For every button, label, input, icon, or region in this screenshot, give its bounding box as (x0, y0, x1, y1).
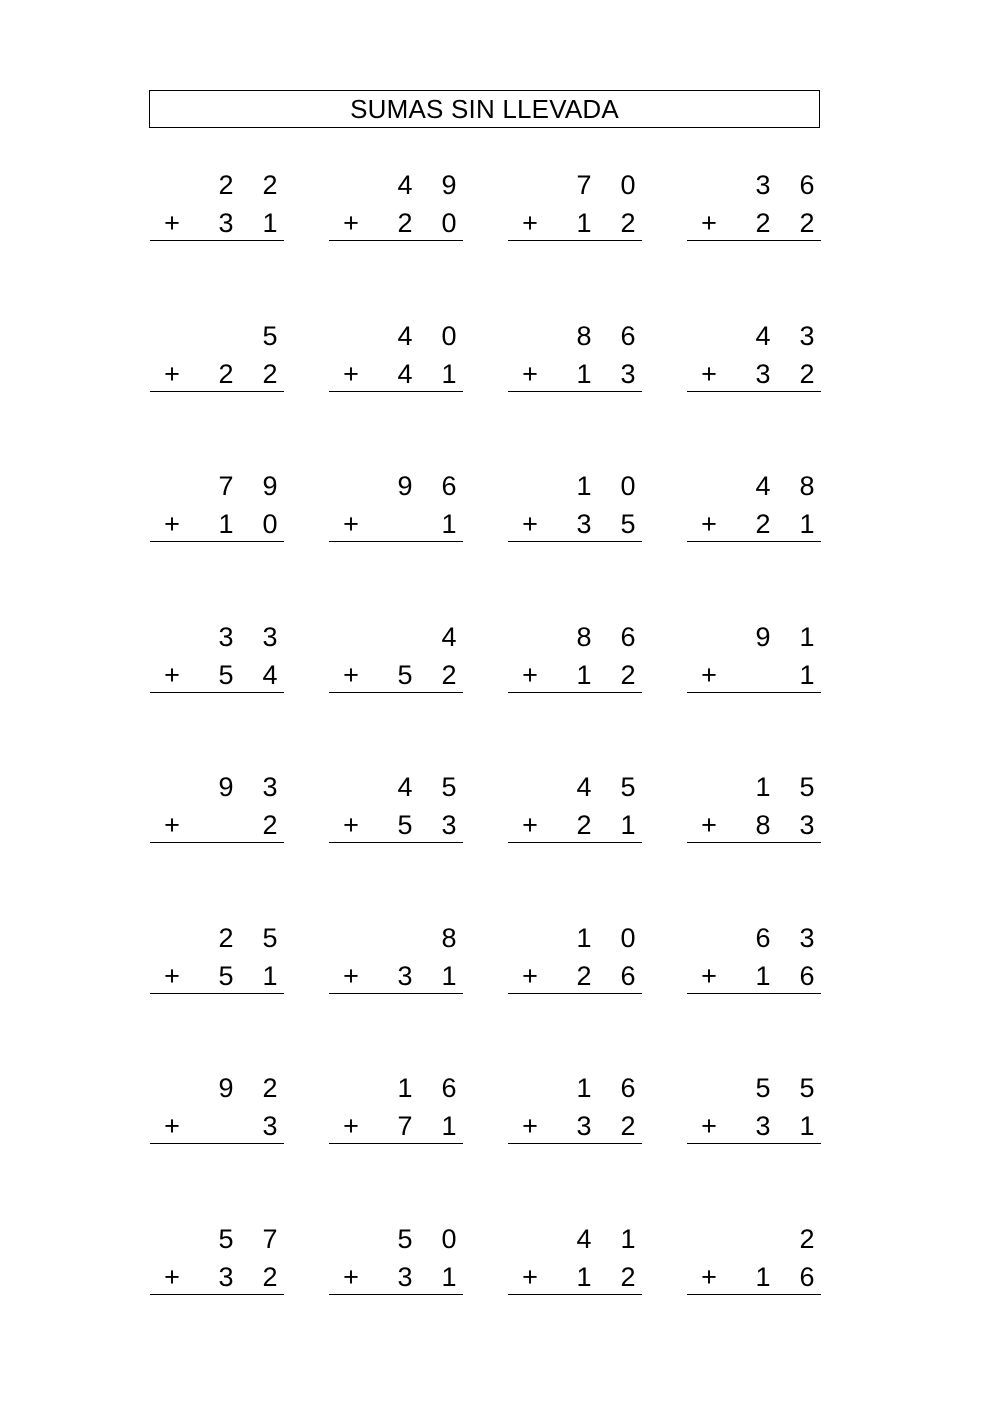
top-ones-digit: 0 (620, 170, 636, 200)
plus-sign: + (522, 810, 538, 840)
bottom-ones-digit: 2 (620, 1262, 636, 1292)
top-ones-digit: 0 (441, 1224, 457, 1254)
bottom-tens-digit: 2 (397, 208, 413, 238)
top-ones-digit: 5 (799, 772, 815, 802)
plus-sign: + (343, 1262, 359, 1292)
plus-sign: + (701, 509, 717, 539)
addition-problem (150, 917, 284, 997)
bottom-tens-digit: 2 (576, 961, 592, 991)
bottom-ones-digit: 1 (441, 1111, 457, 1141)
top-ones-digit: 3 (799, 923, 815, 953)
bottom-tens-digit: 3 (397, 961, 413, 991)
bottom-ones-digit: 1 (262, 961, 278, 991)
top-tens-digit: 4 (397, 321, 413, 351)
top-tens-digit: 9 (218, 1073, 234, 1103)
plus-sign: + (522, 208, 538, 238)
bottom-tens-digit: 5 (397, 810, 413, 840)
sum-line (687, 1294, 821, 1295)
addition-problem (508, 315, 642, 395)
sum-line (687, 1143, 821, 1144)
bottom-ones-digit: 2 (620, 208, 636, 238)
top-tens-digit: 5 (755, 1073, 771, 1103)
sum-line (687, 842, 821, 843)
top-tens-digit: 9 (755, 622, 771, 652)
addition-problem (150, 465, 284, 545)
addition-problem (687, 1218, 821, 1298)
top-tens-digit: 5 (397, 1224, 413, 1254)
bottom-ones-digit: 1 (441, 359, 457, 389)
addition-problem (329, 315, 463, 395)
addition-problem (508, 917, 642, 997)
addition-problem (508, 1218, 642, 1298)
top-ones-digit: 6 (620, 622, 636, 652)
bottom-ones-digit: 2 (620, 660, 636, 690)
plus-sign: + (522, 660, 538, 690)
sum-line (687, 391, 821, 392)
addition-problem (508, 1067, 642, 1147)
top-tens-digit: 3 (755, 170, 771, 200)
bottom-ones-digit: 2 (799, 208, 815, 238)
plus-sign: + (164, 208, 180, 238)
bottom-tens-digit: 3 (218, 1262, 234, 1292)
plus-sign: + (522, 509, 538, 539)
addition-problem (508, 164, 642, 244)
sum-line (508, 240, 642, 241)
bottom-tens-digit: 1 (576, 660, 592, 690)
addition-problem (508, 616, 642, 696)
addition-problem (329, 164, 463, 244)
bottom-ones-digit: 1 (799, 1111, 815, 1141)
bottom-tens-digit: 1 (576, 1262, 592, 1292)
top-ones-digit: 7 (262, 1224, 278, 1254)
top-tens-digit: 1 (397, 1073, 413, 1103)
top-ones-digit: 4 (441, 622, 457, 652)
plus-sign: + (701, 961, 717, 991)
top-tens-digit: 1 (576, 923, 592, 953)
worksheet-title: SUMAS SIN LLEVADA (149, 90, 820, 128)
sum-line (150, 692, 284, 693)
sum-line (150, 1143, 284, 1144)
sum-line (329, 391, 463, 392)
bottom-tens-digit: 4 (397, 359, 413, 389)
bottom-ones-digit: 1 (441, 1262, 457, 1292)
top-ones-digit: 0 (441, 321, 457, 351)
top-ones-digit: 6 (799, 170, 815, 200)
top-tens-digit: 9 (218, 772, 234, 802)
sum-line (329, 541, 463, 542)
plus-sign: + (522, 961, 538, 991)
addition-problem (150, 164, 284, 244)
addition-problem (150, 1218, 284, 1298)
addition-problem (687, 616, 821, 696)
top-ones-digit: 5 (262, 321, 278, 351)
top-tens-digit: 5 (218, 1224, 234, 1254)
bottom-tens-digit: 2 (218, 359, 234, 389)
top-ones-digit: 1 (799, 622, 815, 652)
bottom-tens-digit: 1 (218, 509, 234, 539)
top-ones-digit: 3 (262, 772, 278, 802)
top-ones-digit: 5 (441, 772, 457, 802)
top-ones-digit: 3 (262, 622, 278, 652)
addition-problem (687, 1067, 821, 1147)
bottom-tens-digit: 3 (755, 359, 771, 389)
top-ones-digit: 9 (441, 170, 457, 200)
plus-sign: + (343, 1111, 359, 1141)
plus-sign: + (164, 810, 180, 840)
sum-line (150, 391, 284, 392)
top-ones-digit: 8 (799, 471, 815, 501)
top-ones-digit: 8 (441, 923, 457, 953)
sum-line (329, 240, 463, 241)
bottom-tens-digit: 8 (755, 810, 771, 840)
top-tens-digit: 7 (218, 471, 234, 501)
sum-line (150, 541, 284, 542)
addition-problem (508, 465, 642, 545)
plus-sign: + (343, 359, 359, 389)
addition-problem (150, 616, 284, 696)
bottom-ones-digit: 6 (620, 961, 636, 991)
addition-problem (329, 766, 463, 846)
bottom-ones-digit: 6 (799, 961, 815, 991)
top-tens-digit: 4 (576, 772, 592, 802)
top-ones-digit: 3 (799, 321, 815, 351)
bottom-ones-digit: 2 (441, 660, 457, 690)
top-ones-digit: 6 (441, 471, 457, 501)
sum-line (150, 993, 284, 994)
plus-sign: + (343, 961, 359, 991)
plus-sign: + (164, 961, 180, 991)
top-tens-digit: 6 (755, 923, 771, 953)
bottom-tens-digit: 1 (755, 961, 771, 991)
addition-problem (687, 315, 821, 395)
top-ones-digit: 6 (441, 1073, 457, 1103)
plus-sign: + (701, 1111, 717, 1141)
bottom-ones-digit: 3 (620, 359, 636, 389)
bottom-ones-digit: 2 (620, 1111, 636, 1141)
sum-line (150, 240, 284, 241)
addition-problem (150, 315, 284, 395)
plus-sign: + (164, 660, 180, 690)
plus-sign: + (164, 1262, 180, 1292)
sum-line (329, 1294, 463, 1295)
top-ones-digit: 9 (262, 471, 278, 501)
bottom-tens-digit: 3 (576, 509, 592, 539)
plus-sign: + (701, 359, 717, 389)
bottom-ones-digit: 5 (620, 509, 636, 539)
plus-sign: + (343, 208, 359, 238)
top-tens-digit: 4 (755, 321, 771, 351)
top-ones-digit: 1 (620, 1224, 636, 1254)
top-ones-digit: 2 (262, 170, 278, 200)
top-tens-digit: 4 (397, 170, 413, 200)
plus-sign: + (701, 1262, 717, 1292)
top-tens-digit: 4 (397, 772, 413, 802)
top-tens-digit: 8 (576, 321, 592, 351)
bottom-tens-digit: 5 (397, 660, 413, 690)
bottom-ones-digit: 6 (799, 1262, 815, 1292)
addition-problem (329, 616, 463, 696)
sum-line (508, 692, 642, 693)
sum-line (508, 541, 642, 542)
bottom-tens-digit: 7 (397, 1111, 413, 1141)
top-tens-digit: 2 (218, 170, 234, 200)
plus-sign: + (701, 660, 717, 690)
bottom-tens-digit: 3 (576, 1111, 592, 1141)
top-ones-digit: 5 (799, 1073, 815, 1103)
plus-sign: + (701, 208, 717, 238)
top-tens-digit: 1 (576, 471, 592, 501)
sum-line (329, 842, 463, 843)
sum-line (687, 692, 821, 693)
top-ones-digit: 6 (620, 1073, 636, 1103)
bottom-ones-digit: 2 (262, 810, 278, 840)
top-tens-digit: 1 (576, 1073, 592, 1103)
sum-line (508, 1143, 642, 1144)
top-tens-digit: 7 (576, 170, 592, 200)
plus-sign: + (522, 1111, 538, 1141)
bottom-tens-digit: 3 (218, 208, 234, 238)
plus-sign: + (164, 509, 180, 539)
top-tens-digit: 4 (576, 1224, 592, 1254)
bottom-ones-digit: 2 (262, 1262, 278, 1292)
top-ones-digit: 5 (620, 772, 636, 802)
top-tens-digit: 3 (218, 622, 234, 652)
plus-sign: + (164, 359, 180, 389)
bottom-ones-digit: 3 (262, 1111, 278, 1141)
sum-line (687, 541, 821, 542)
addition-problem (687, 465, 821, 545)
top-ones-digit: 6 (620, 321, 636, 351)
bottom-ones-digit: 0 (262, 509, 278, 539)
sum-line (508, 1294, 642, 1295)
top-ones-digit: 2 (799, 1224, 815, 1254)
sum-line (508, 391, 642, 392)
addition-problem (150, 1067, 284, 1147)
addition-problem (329, 465, 463, 545)
bottom-ones-digit: 4 (262, 660, 278, 690)
plus-sign: + (164, 1111, 180, 1141)
bottom-tens-digit: 3 (755, 1111, 771, 1141)
bottom-ones-digit: 1 (262, 208, 278, 238)
sum-line (150, 842, 284, 843)
addition-problem (150, 766, 284, 846)
top-tens-digit: 8 (576, 622, 592, 652)
bottom-ones-digit: 1 (620, 810, 636, 840)
top-tens-digit: 9 (397, 471, 413, 501)
addition-problem (329, 917, 463, 997)
bottom-ones-digit: 1 (799, 509, 815, 539)
addition-problem (508, 766, 642, 846)
bottom-ones-digit: 1 (441, 961, 457, 991)
sum-line (687, 993, 821, 994)
bottom-ones-digit: 3 (441, 810, 457, 840)
addition-problem (329, 1067, 463, 1147)
bottom-ones-digit: 3 (799, 810, 815, 840)
bottom-tens-digit: 2 (755, 509, 771, 539)
plus-sign: + (343, 660, 359, 690)
top-ones-digit: 0 (620, 471, 636, 501)
sum-line (508, 842, 642, 843)
top-tens-digit: 1 (755, 772, 771, 802)
sum-line (329, 993, 463, 994)
bottom-tens-digit: 1 (755, 1262, 771, 1292)
top-tens-digit: 4 (755, 471, 771, 501)
sum-line (329, 692, 463, 693)
plus-sign: + (701, 810, 717, 840)
bottom-ones-digit: 2 (799, 359, 815, 389)
bottom-tens-digit: 1 (576, 359, 592, 389)
top-ones-digit: 5 (262, 923, 278, 953)
bottom-ones-digit: 2 (262, 359, 278, 389)
top-tens-digit: 2 (218, 923, 234, 953)
bottom-tens-digit: 3 (397, 1262, 413, 1292)
sum-line (329, 1143, 463, 1144)
addition-problem (687, 164, 821, 244)
bottom-tens-digit: 2 (576, 810, 592, 840)
bottom-tens-digit: 5 (218, 961, 234, 991)
sum-line (687, 240, 821, 241)
addition-problem (329, 1218, 463, 1298)
plus-sign: + (343, 810, 359, 840)
top-ones-digit: 0 (620, 923, 636, 953)
plus-sign: + (343, 509, 359, 539)
addition-problem (687, 766, 821, 846)
addition-problem (687, 917, 821, 997)
top-ones-digit: 2 (262, 1073, 278, 1103)
bottom-ones-digit: 0 (441, 208, 457, 238)
bottom-tens-digit: 1 (576, 208, 592, 238)
sum-line (150, 1294, 284, 1295)
bottom-ones-digit: 1 (799, 660, 815, 690)
bottom-tens-digit: 2 (755, 208, 771, 238)
sum-line (508, 993, 642, 994)
plus-sign: + (522, 359, 538, 389)
bottom-tens-digit: 5 (218, 660, 234, 690)
plus-sign: + (522, 1262, 538, 1292)
bottom-ones-digit: 1 (441, 509, 457, 539)
